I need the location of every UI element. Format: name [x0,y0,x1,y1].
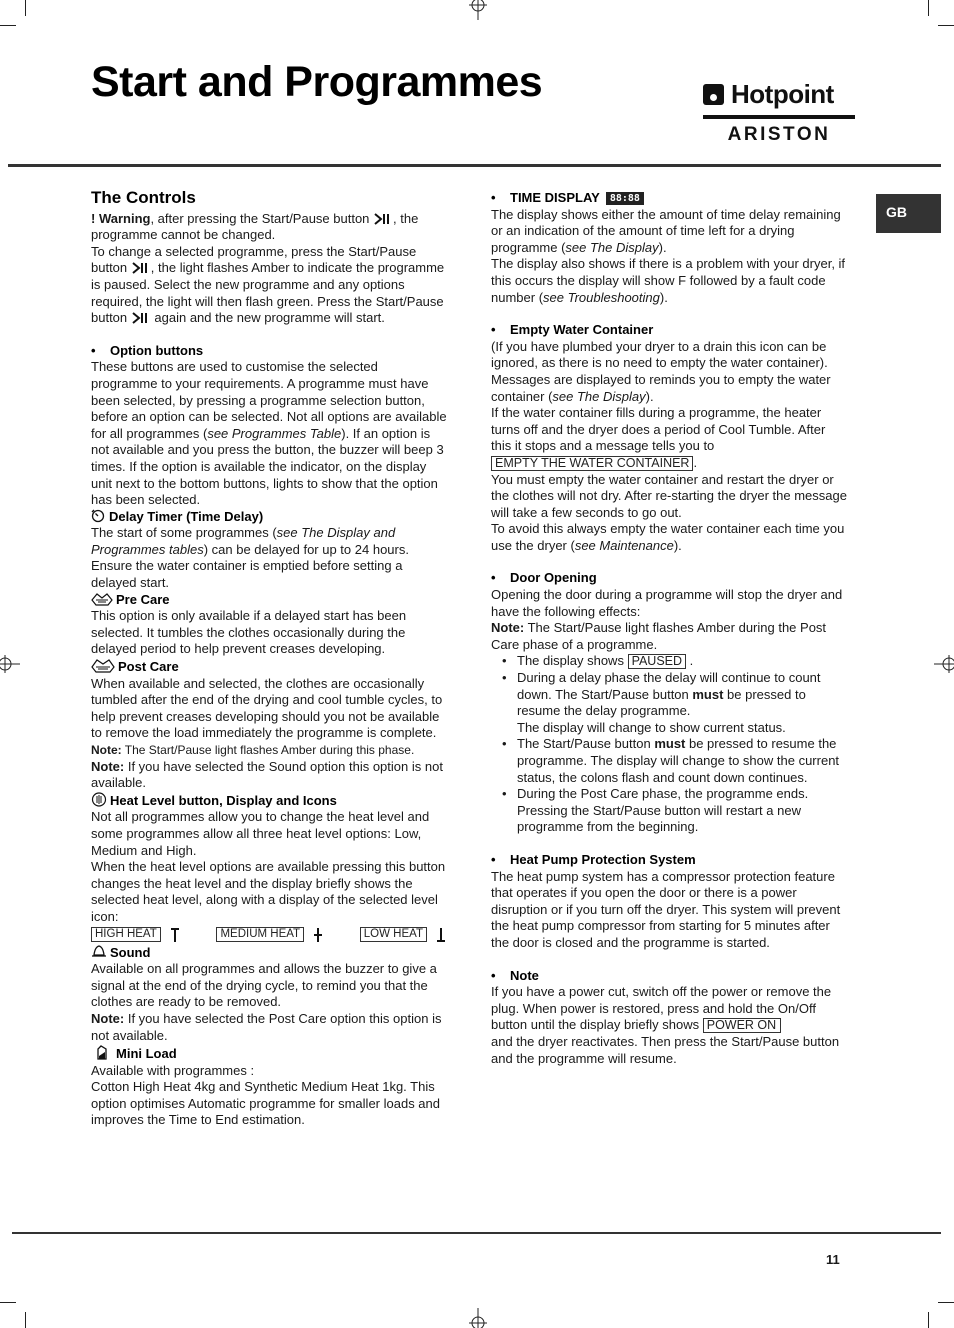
heat-medium-item [216,927,324,943]
pre-care-heading: Pre Care [91,592,447,609]
registration-mark [0,653,22,675]
sound-paragraph: Available on all programmes and allows the buzzer to give a signal at the end of the drying cycle, to remind you that the clothes are ready to be removed. [91,961,437,1010]
delay-timer-paragraph: The start of some programmes (see The Display and Programmes tables) can be delayed for up to 24 hours. Ensure the water container is emptied before setting a delayed start. [91,525,409,591]
water-container-heading: • Empty Water Container [491,322,654,338]
change-paragraph: To change a selected programme, press the Start/Pause button , the light flashes Amber to indicate the programme is paused. Select the new programme and any options required, the light will then flash green. Press the Start/Pause button again and the new programme will start. [91,243,445,326]
list-item: • The display shows PAUSED . [502,653,847,670]
heat-level-heading: Heat Level button, Display and Icons [91,792,447,810]
post-care-paragraph: When available and selected, the clothes are occasionally tumbled after the end of the drying and cool tumble cycles, to help prevent creases developing should you not be available to remove the load immediately the programme is complete. [91,675,443,741]
crop-mark [938,25,954,26]
footer-divider [12,1232,941,1234]
right-column [491,190,847,1067]
heat-medium-icon [312,927,324,943]
heat-high-icon [169,927,181,943]
heat-level-icon [91,792,107,807]
pre-care-paragraph: This option is only available if a delayed start has been selected. It tumbles the clothes occasionally during the delayed period to help prevent creases developing. [91,608,407,657]
power-on-message: POWER ON [703,1018,781,1033]
registration-mark [467,1306,489,1328]
post-care-icon [91,658,115,673]
crop-mark [938,1302,954,1303]
empty-water-message: EMPTY THE WATER CONTAINER [491,456,693,471]
mini-load-heading: Mini Load [91,1044,447,1063]
post-care-heading: Post Care [91,658,447,676]
note-heading: • Note [491,967,539,983]
heat-high-item [91,927,181,943]
heat-level-paragraph-1: Not all programmes allow you to change the heat level and some programmes allow all three heat level options: Low, Medium and High. [91,809,430,858]
delay-timer-heading: Delay Timer (Time Delay) [91,509,447,526]
water-container-paragraph-4: To avoid this always empty the water container each time you use the dryer (see Maintenance). [491,521,845,553]
door-opening-heading: • Door Opening [491,570,597,586]
door-opening-paragraph: Opening the door during a programme will stop the dryer and have the following effects: [491,587,843,619]
left-column [91,190,447,1129]
water-container-message-line: EMPTY THE WATER CONTAINER . [491,455,847,472]
mini-load-paragraph-1: Available with programmes : [91,1062,255,1078]
heat-low-item [360,927,447,943]
header-divider [8,164,941,167]
crop-mark [0,1302,16,1303]
crop-mark [928,0,929,16]
registration-mark [467,0,489,22]
brand-logo [703,78,855,148]
water-container-paragraph-1: (If you have plumbed your dryer to a drain this icon can be ignored, as there is no need to empty the water container). Messages are displayed to reminds you to empty the water container (see The Display). [491,338,831,404]
heat-high-label: HIGH HEAT [91,927,161,942]
pre-care-icon [91,592,113,606]
heat-pump-paragraph: The heat pump system has a compressor protection feature that operates if you open the door or there is a power disruption or if you turn off the dryer. This system will prevent the heat pump compressor from starting for 5 minutes after the door is closed and the programme is started. [491,868,841,950]
brand-subname: ARISTON [727,124,831,145]
sound-heading: Sound [91,944,447,962]
bell-icon [91,944,107,959]
option-buttons-paragraph: These buttons are used to customise the selected programme to your requirements. A programme must have been selected, by pressing a programme selection button, before an option can be selected. Not all options are available for all programmes (see Programmes Table). If an option is not available and you press the button, the buzzer will beep 3 times. If the option is available the indicator, on the display unit next to the bottom buttons, lights to show that the option has been selected. [91,359,447,508]
crop-mark [25,1312,26,1328]
start-pause-icon [373,213,390,225]
time-display-paragraph-1: The display shows either the amount of time delay remaining or an indication of the amount of time left for a drying programme (see The Display). [491,206,841,255]
hotpoint-logo-icon [703,84,724,105]
language-tab: GB [876,194,941,233]
delay-timer-icon [91,509,106,523]
list-item: • The Start/Pause button must be pressed to resume the programme. The display will change to show the current status, the colons flash and count down continues. [502,736,847,786]
heat-level-paragraph-2: When the heat level options are available pressing this button changes the heat level and the display briefly shows the selected heat level, along with a display of the selected level icon: [91,859,446,924]
heat-low-label: LOW HEAT [360,927,427,942]
sound-note: Note: If you have selected the Post Care option this option is not available. [91,1010,442,1043]
list-item: • During a delay phase the delay will continue to count down. The Start/Pause button must be pressed to resume the delay programme. The display will change to show current status. [502,670,847,736]
crop-mark [0,25,16,26]
time-display-heading: • TIME DISPLAY 88:88 [491,190,847,207]
heat-level-indicators [91,927,447,943]
option-buttons-heading: • Option buttons [91,342,204,358]
list-item: • During the Post Care phase, the programme ends. Pressing the Start/Pause button will restart a new programme from the beginning. [502,786,847,836]
mini-load-icon [91,1044,113,1060]
water-container-paragraph-2: If the water container fills during a programme, the heater turns off and the dryer does a period of Cool Tumble. After this it stops and a message tells you to [491,405,826,454]
brand-name: Hotpoint [731,78,834,109]
note-paragraph: If you have a power cut, switch off the power or remove the plug. When power is restored, press and hold the On/Off button until the display briefly shows POWER ON and the dryer reactivates. Then press the Start/Pause button and the programme will resume. [491,984,840,1066]
door-effects-list [502,653,847,836]
post-care-note-1: Note: The Start/Pause light flashes Amber during this phase. [91,743,415,757]
mini-load-paragraph-2: Cotton High Heat 4kg and Synthetic Medium Heat 1kg. This option optimises Automatic programme for smaller loads and improves the Time to End estimation. [91,1079,440,1128]
section-heading: The Controls [91,188,196,207]
page-number: 11 [826,1252,840,1267]
crop-mark [25,0,26,16]
time-display-paragraph-2: The display also shows if there is a problem with your dryer, if this occurs the display will show F followed by a fault code number (see Troubleshooting). [491,256,846,305]
registration-mark [932,653,954,675]
time-display-lcd: 88:88 [606,192,644,205]
start-pause-icon [131,262,148,274]
heat-pump-heading: • Heat Pump Protection System [491,851,696,867]
paused-message: PAUSED [628,654,686,669]
door-opening-note: Note: The Start/Pause light flashes Amber during the Post Care phase of a programme. [491,620,827,652]
page-title: Start and Programmes [91,58,543,106]
post-care-note-2: Note: If you have selected the Sound option this option is not available. [91,758,443,791]
heat-medium-label: MEDIUM HEAT [216,927,304,942]
crop-mark [928,1312,929,1328]
warning-paragraph: ! Warning, after pressing the Start/Pause button , the programme cannot be changed. [91,210,419,243]
start-pause-icon [131,312,148,324]
heat-low-icon [435,927,447,943]
water-container-paragraph-3: You must empty the water container and restart the dryer or the clothes will not dry. After re-starting the dryer the message will take a few seconds to go out. [491,471,847,520]
